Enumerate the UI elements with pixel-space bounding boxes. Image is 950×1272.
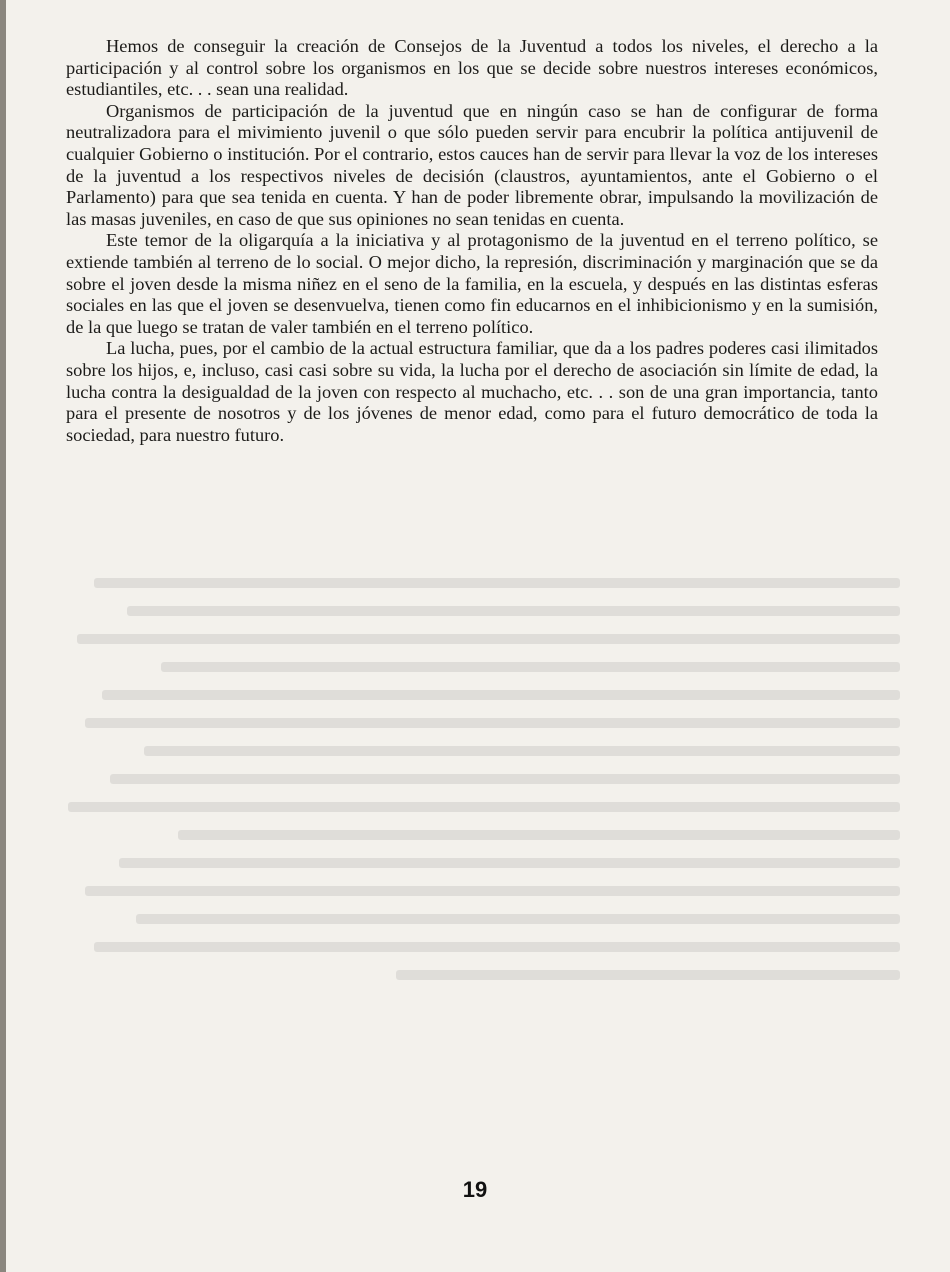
show-through-texture — [60, 560, 900, 1160]
paragraph-2: Organismos de participación de la juventud que en ningún caso se han de configurar de forma neutralizadora para el mivimiento juvenil o que sólo pueden servir para encubrir la política antijuvenil de cualquier Gobierno o institución. Por el contrario, estos cauces han de servir para llevar la voz de los intereses de la juventud a los respectivos niveles de decisión (claustros, ayuntamientos, ante el Gobierno o el Parlamento) para que sea tenida en cuenta. Y han de poder libremente obrar, impulsando la movilización de las masas juveniles, en caso de que sus opiniones no sean tenidas en cuenta. — [66, 100, 878, 229]
page-number: 19 — [462, 1177, 488, 1202]
body-text — [66, 36, 878, 446]
paragraph-1: Hemos de conseguir la creación de Consejos de la Juventud a todos los niveles, el derecho a la participación y al control sobre los organismos en los que se decide sobre nuestros intereses económicos, estudiantiles, etc. . . sean una realidad. — [66, 36, 878, 100]
paragraph-3: Este temor de la oligarquía a la iniciativa y al protagonismo de la juventud en el terreno político, se extiende también al terreno de lo social. O mejor dicho, la represión, discriminación y marginación que se da sobre el joven desde la misma niñez en el seno de la familia, en la escuela, y después en las distintas esferas sociales en las que el joven se desenvuelva, tienen como fin educarnos en el inhibicionismo y en la sumisión, de la que luego se tratan de valer también en el terreno político. — [66, 230, 878, 337]
page-edge — [0, 0, 6, 1272]
paragraph-4: La lucha, pues, por el cambio de la actual estructura familiar, que da a los padres poderes casi ilimitados sobre los hijos, e, incluso, casi casi sobre su vida, la lucha por el derecho de asociación sin límite de edad, la lucha contra la desigualdad de la joven con respecto al muchacho, etc. . . son de una gran importancia, tanto para el presente de nosotros y de los jóvenes de menor edad, como para el futuro democrático de toda la sociedad, para nuestro futuro. — [66, 338, 878, 445]
